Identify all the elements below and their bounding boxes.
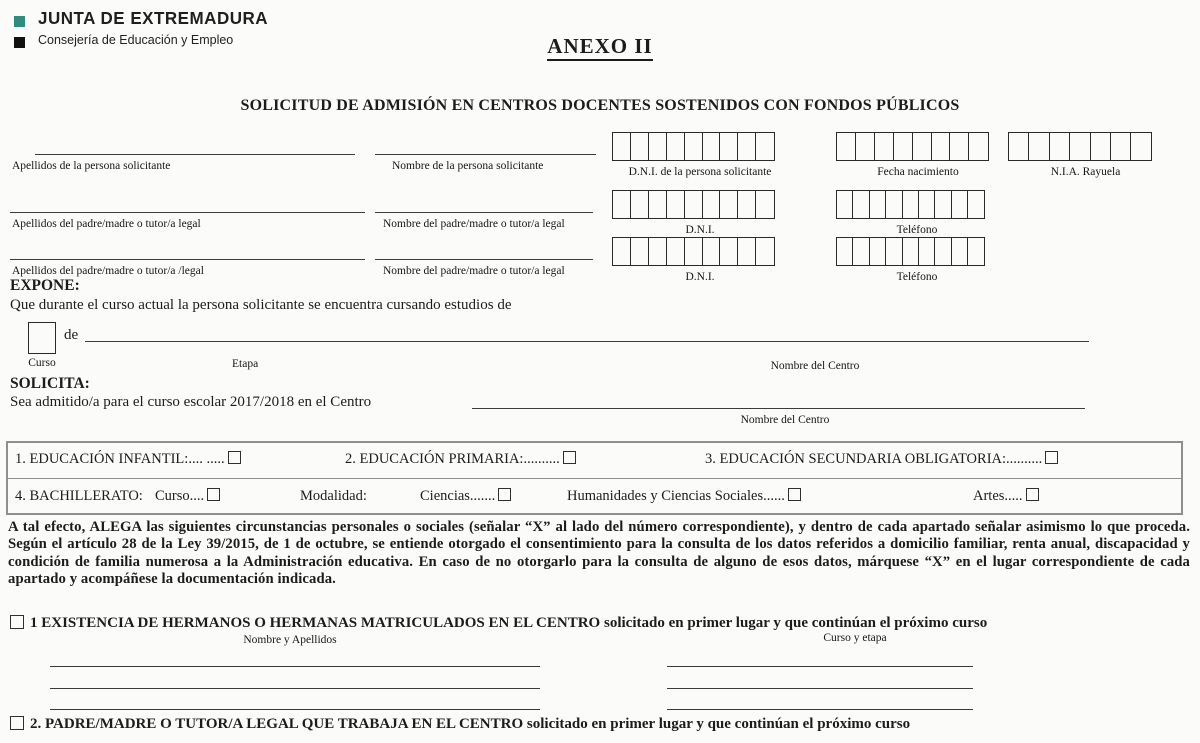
section1-title [10,615,987,632]
telefono-tutor1-boxes[interactable] [836,190,985,219]
nia-rayuela-label: N.I.A. Rayuela [1050,166,1121,178]
option-secundaria-label: 3. EDUCACIÓN SECUNDARIA OBLIGATORIA:.......... [705,451,1043,467]
bach-curso-checkbox[interactable] [207,488,220,501]
section1-title-rest: solicitado en primer lugar y que continúan el próximo curso [600,615,988,631]
etapa-label: Etapa [232,358,259,370]
hermano2-curso-field[interactable] [667,688,973,689]
char-box[interactable] [612,190,632,219]
nombre-solicitante-label: Nombre de la persona solicitante [392,160,544,172]
char-box[interactable] [702,190,722,219]
dni-tutor1-boxes[interactable] [612,190,775,219]
char-box[interactable] [737,237,757,266]
curso-label: Curso [28,357,56,369]
telefono-tutor2-label: Teléfono [896,271,938,283]
char-box[interactable] [1008,132,1030,161]
char-box[interactable] [702,237,722,266]
humanidades-label: Humanidades y Ciencias Sociales...... [567,488,785,504]
apellidos-tutor2-field[interactable] [10,236,365,260]
apellidos-tutor1-field[interactable] [10,189,365,213]
dni-tutor1-label: D.N.I. [685,224,715,236]
char-box[interactable] [902,190,920,219]
char-box[interactable] [836,237,854,266]
option-bach-curso [155,488,220,505]
section1-title-caps: 1 EXISTENCIA DE HERMANOS O HERMANAS MATRICULADOS EN EL CENTRO [30,615,601,631]
char-box[interactable] [666,190,686,219]
form-title: SOLICITUD DE ADMISIÓN EN CENTROS DOCENTES SOSTENIDOS CON FONDOS PÚBLICOS [240,97,960,114]
char-box[interactable] [967,190,985,219]
char-box[interactable] [612,237,632,266]
option-humanidades [567,488,801,505]
dni-solicitante-boxes[interactable] [612,132,775,161]
char-box[interactable] [755,132,775,161]
logo-subtitle: Consejería de Educación y Empleo [38,33,234,47]
char-box[interactable] [719,132,739,161]
hermano3-nombre-field[interactable] [50,709,540,710]
char-box[interactable] [885,190,903,219]
curso-etapa-col-label: Curso y etapa [823,632,887,644]
ciencias-label: Ciencias....... [420,488,496,504]
option-artes [973,488,1039,505]
curso-box-field[interactable] [28,322,56,354]
solicita-heading: SOLICITA: [10,375,90,392]
char-box[interactable] [1110,132,1132,161]
primaria-checkbox[interactable] [563,451,576,464]
char-box[interactable] [902,237,920,266]
char-box[interactable] [968,132,989,161]
expone-body: Que durante el curso actual la persona solicitante se encuentra cursando estudios de [10,297,512,313]
char-box[interactable] [951,190,969,219]
section1-checkbox[interactable] [10,615,24,629]
hermano1-nombre-field[interactable] [50,666,540,667]
artes-label: Artes..... [973,488,1023,504]
char-box[interactable] [967,237,985,266]
option-primaria [345,451,576,468]
char-box[interactable] [1049,132,1071,161]
solicita-centro-field[interactable] [472,384,1085,409]
hermano2-nombre-field[interactable] [50,688,540,689]
char-box[interactable] [630,190,650,219]
etapa-centro-field[interactable] [85,315,1089,342]
nombre-solicitante-field[interactable] [375,131,596,155]
char-box[interactable] [684,237,704,266]
char-box[interactable] [852,190,870,219]
section2-checkbox[interactable] [10,716,24,730]
char-box[interactable] [1130,132,1152,161]
char-box[interactable] [702,132,722,161]
humanidades-checkbox[interactable] [788,488,801,501]
option-secundaria [705,451,1058,468]
char-box[interactable] [684,132,704,161]
char-box[interactable] [931,132,952,161]
nombre-tutor1-label: Nombre del padre/madre o tutor/a legal [383,218,565,230]
option-infantil-label: 1. EDUCACIÓN INFANTIL:.... ..... [15,451,225,467]
char-box[interactable] [648,237,668,266]
char-box[interactable] [630,237,650,266]
apellidos-tutor2-label: Apellidos del padre/madre o tutor/a /legal [12,265,204,277]
section2-title [10,716,910,733]
char-box[interactable] [719,237,739,266]
nombre-tutor2-label: Nombre del padre/madre o tutor/a legal [383,265,565,277]
char-box[interactable] [918,237,936,266]
dni-tutor2-label: D.N.I. [685,271,715,283]
secundaria-checkbox[interactable] [1045,451,1058,464]
expone-centro-label: Nombre del Centro [770,360,860,372]
char-box[interactable] [836,132,857,161]
apellidos-solicitante-field[interactable] [35,131,355,155]
char-box[interactable] [612,132,632,161]
option-infantil [15,451,241,468]
fecha-nacimiento-label: Fecha nacimiento [877,166,959,178]
expone-de-label: de [64,327,79,343]
char-box[interactable] [684,190,704,219]
char-box[interactable] [755,237,775,266]
option-primaria-label: 2. EDUCACIÓN PRIMARIA:.......... [345,451,560,467]
alega-paragraph: A tal efecto, ALEGA las siguientes circunstancias personales o sociales (señalar “X” al lado del número correspondiente), y dentro de cada apartado señalar asimismo lo que proceda. Según el artículo 28 de la Ley 39/2015, de 1 de octubre, se entiende otorgado el consentimiento para la consulta de los datos referidos a domicilio familiar, renta anual, discapacidad y condición de familia numerosa a la Administración educativa. En caso de no otorgarlo para la consulta de alguno de esos datos, márquese “X” en el lugar correspondiente de cada apartado y acompáñese la documentación indicada. [8,519,1190,588]
char-box[interactable] [934,190,952,219]
char-box[interactable] [869,237,887,266]
char-box[interactable] [737,132,757,161]
nombre-tutor2-field[interactable] [375,236,593,260]
telefono-tutor2-boxes[interactable] [836,237,985,266]
infantil-checkbox[interactable] [228,451,241,464]
section2-title-caps: 2. PADRE/MADRE O TUTOR/A LEGAL QUE TRABAJA EN EL CENTRO [30,716,524,732]
annex-title: ANEXO II [0,34,1200,59]
char-box[interactable] [1090,132,1112,161]
char-box[interactable] [630,132,650,161]
nombre-apellidos-col-label: Nombre y Apellidos [243,634,337,646]
char-box[interactable] [949,132,970,161]
bach-curso-label: Curso.... [155,488,205,504]
solicita-centro-label: Nombre del Centro [740,414,830,426]
apellidos-tutor1-label: Apellidos del padre/madre o tutor/a legal [12,218,201,230]
hermano1-curso-field[interactable] [667,666,973,667]
char-box[interactable] [719,190,739,219]
solicita-body: Sea admitido/a para el curso escolar 2017/2018 en el Centro [10,394,372,410]
char-box[interactable] [836,190,854,219]
char-box[interactable] [934,237,952,266]
char-box[interactable] [666,237,686,266]
ciencias-checkbox[interactable] [498,488,511,501]
telefono-tutor1-label: Teléfono [896,224,938,236]
fecha-nacimiento-boxes[interactable] [836,132,989,161]
char-box[interactable] [912,132,933,161]
option-ciencias [420,488,511,505]
char-box[interactable] [874,132,895,161]
char-box[interactable] [951,237,969,266]
char-box[interactable] [755,190,775,219]
char-box[interactable] [855,132,876,161]
char-box[interactable] [1028,132,1050,161]
char-box[interactable] [885,237,903,266]
char-box[interactable] [852,237,870,266]
modalidad-label: Modalidad: [300,488,367,504]
char-box[interactable] [737,190,757,219]
char-box[interactable] [1069,132,1091,161]
logo-title: JUNTA DE EXTREMADURA [38,8,269,29]
dni-tutor2-boxes[interactable] [612,237,775,266]
char-box[interactable] [648,132,668,161]
options-divider [6,478,1183,479]
char-box[interactable] [893,132,914,161]
artes-checkbox[interactable] [1026,488,1039,501]
hermano3-curso-field[interactable] [667,709,973,710]
apellidos-solicitante-label: Apellidos de la persona solicitante [12,160,171,172]
expone-heading: EXPONE: [10,277,80,294]
nombre-tutor1-field[interactable] [375,189,593,213]
section2-title-rest: solicitado en primer lugar y que continúan el próximo curso [523,716,911,732]
logo-teal-square-icon [14,16,25,27]
char-box[interactable] [918,190,936,219]
option-bachillerato-title: 4. BACHILLERATO: [15,488,143,504]
char-box[interactable] [869,190,887,219]
char-box[interactable] [648,190,668,219]
nia-rayuela-boxes[interactable] [1008,132,1152,161]
dni-solicitante-label: D.N.I. de la persona solicitante [628,166,772,178]
char-box[interactable] [666,132,686,161]
